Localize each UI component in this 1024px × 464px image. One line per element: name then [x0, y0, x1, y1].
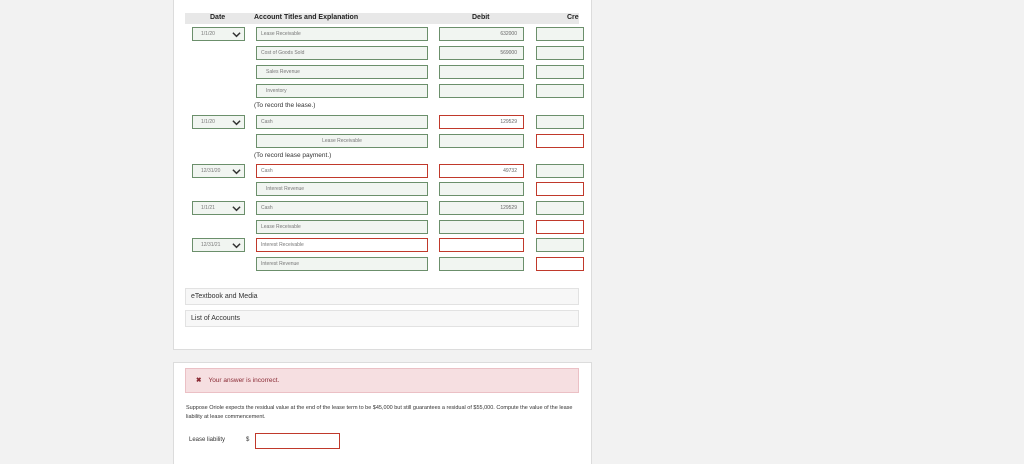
- debit-field[interactable]: [439, 65, 524, 79]
- feedback-text: Your answer is incorrect.: [208, 377, 280, 384]
- debit-field[interactable]: [439, 220, 524, 234]
- debit-field[interactable]: 632000: [439, 27, 524, 41]
- date-value: 1/1/21: [201, 205, 215, 211]
- credit-field[interactable]: [536, 115, 584, 129]
- debit-field[interactable]: 569000: [439, 46, 524, 60]
- question-text: Suppose Oriole expects the residual value at the end of the lease term to be $45,000 but still guarantees a residual of $55,000. Compute the value of the lease liability at lease commencement.: [186, 405, 573, 420]
- date-select[interactable]: [192, 238, 245, 252]
- account-field[interactable]: Lease Receivable: [256, 27, 428, 41]
- credit-field[interactable]: [536, 65, 584, 79]
- account-field[interactable]: Interest Revenue: [256, 182, 428, 196]
- debit-field[interactable]: 129529: [439, 201, 524, 215]
- account-header: Account Titles and Explanation: [254, 14, 359, 21]
- entry-memo: (To record lease payment.): [254, 152, 332, 159]
- chevron-down-icon: [232, 241, 241, 250]
- account-field[interactable]: Interest Revenue: [256, 257, 428, 271]
- date-header: Date: [210, 14, 226, 21]
- credit-field[interactable]: [536, 84, 584, 98]
- debit-field[interactable]: 49732: [439, 164, 524, 178]
- account-field[interactable]: Inventory: [256, 84, 428, 98]
- list-of-accounts-link[interactable]: List of Accounts: [185, 310, 579, 327]
- chevron-down-icon: [232, 30, 241, 39]
- debit-field[interactable]: [439, 134, 524, 148]
- date-value: 12/31/21: [201, 242, 221, 248]
- date-value: 12/31/20: [201, 168, 221, 174]
- debit-field[interactable]: [439, 182, 524, 196]
- chevron-down-icon: [232, 204, 241, 213]
- date-select[interactable]: [192, 164, 245, 178]
- close-x-icon: ✖: [196, 377, 202, 384]
- credit-field[interactable]: [536, 220, 584, 234]
- date-value: 1/1/20: [201, 31, 215, 37]
- account-field[interactable]: Lease Receivable: [256, 134, 428, 148]
- credit-field[interactable]: [536, 46, 584, 60]
- date-select[interactable]: [192, 201, 245, 215]
- credit-field[interactable]: [536, 164, 584, 178]
- debit-field[interactable]: [439, 238, 524, 252]
- credit-header: Cre: [567, 14, 579, 21]
- chevron-down-icon: [232, 118, 241, 127]
- account-field[interactable]: Cost of Goods Sold: [256, 46, 428, 60]
- credit-field[interactable]: [536, 27, 584, 41]
- journal-header: [185, 13, 579, 24]
- lease-liability-label: Lease liability: [189, 437, 226, 443]
- account-field[interactable]: Sales Revenue: [256, 65, 428, 79]
- entry-memo: (To record the lease.): [254, 102, 316, 109]
- debit-header: Debit: [472, 14, 490, 21]
- date-select[interactable]: [192, 115, 245, 129]
- account-field[interactable]: Interest Receivable: [256, 238, 428, 252]
- debit-field[interactable]: [439, 84, 524, 98]
- account-field[interactable]: Lease Receivable: [256, 220, 428, 234]
- debit-field[interactable]: 129529: [439, 115, 524, 129]
- credit-field[interactable]: [536, 238, 584, 252]
- account-field[interactable]: Cash: [256, 115, 428, 129]
- account-field[interactable]: Cash: [256, 201, 428, 215]
- lease-liability-input[interactable]: [255, 433, 340, 449]
- credit-field[interactable]: [536, 182, 584, 196]
- date-value: 1/1/20: [201, 119, 215, 125]
- credit-field[interactable]: [536, 134, 584, 148]
- currency-symbol: $: [246, 437, 250, 443]
- credit-field[interactable]: [536, 201, 584, 215]
- account-field[interactable]: Cash: [256, 164, 428, 178]
- credit-field[interactable]: [536, 257, 584, 271]
- chevron-down-icon: [232, 167, 241, 176]
- incorrect-feedback: [185, 368, 579, 393]
- debit-field[interactable]: [439, 257, 524, 271]
- date-select[interactable]: [192, 27, 245, 41]
- etextbook-link[interactable]: eTextbook and Media: [185, 288, 579, 305]
